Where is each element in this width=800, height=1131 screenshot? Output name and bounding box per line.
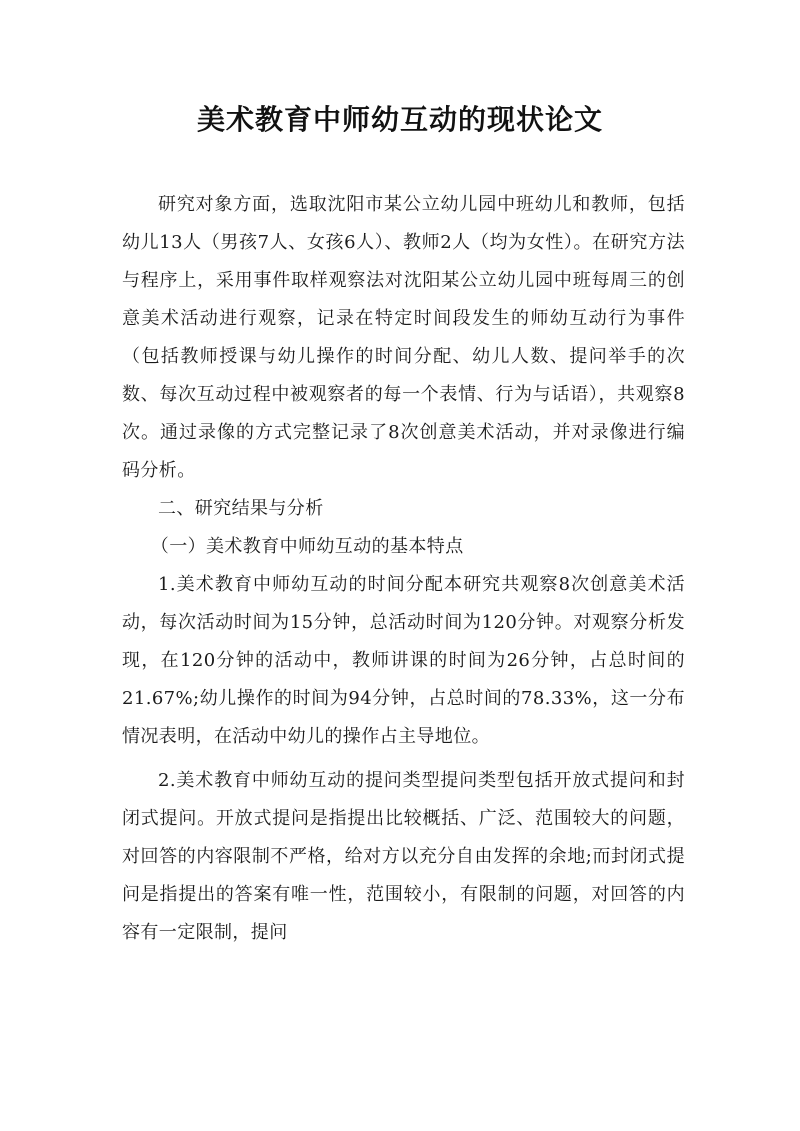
page-title: 美术教育中师幼互动的现状论文 [196,103,603,136]
subsection-heading-basic-features: （一）美术教育中师幼互动的基本特点 [150,536,464,557]
paragraph-research-subjects: 研究对象方面，选取沈阳市某公立幼儿园中班幼儿和教师，包括幼儿13人（男孩7人、女孩6人）、教师2人（均为女性）。在研究方法与程序上，采用事件取样观察法对沈阳某公立幼儿园中班每周三的创意美术活动进行观察，记录在特定时间段发生的师幼互动行为事件（包括教师授课与幼儿操作的时间分配、幼儿人数、提问举手的次数、每次互动过程中被观察者的每一个表情、行为与话语），共观察8次。通过录像的方式完整记录了8次创意美术活动，并对录像进行编码分析。 [122,194,685,481]
paragraph-time-allocation: 1.美术教育中师幼互动的时间分配本研究共观察8次创意美术活动，每次活动时间为15分钟，总活动时间为120分钟。对观察分析发现，在120分钟的活动中，教师讲课的时间为26分钟，占总时间的21.67%;幼儿操作的时间为94分钟，占总时间的78.33%，这一分布情况表明，在活动中幼儿的操作占主导地位。 [122,574,685,747]
document-body [122,186,685,952]
paragraph-question-types: 2.美术教育中师幼互动的提问类型提问类型包括开放式提问和封闭式提问。开放式提问是指提出比较概括、广泛、范围较大的问题，对回答的内容限制不严格，给对方以充分自由发挥的余地;而封闭式提问是指提出的答案有唯一性，范围较小，有限制的问题，对回答的内容有一定限制，提问 [122,770,685,943]
section-heading-results: 二、研究结果与分析 [158,498,324,519]
